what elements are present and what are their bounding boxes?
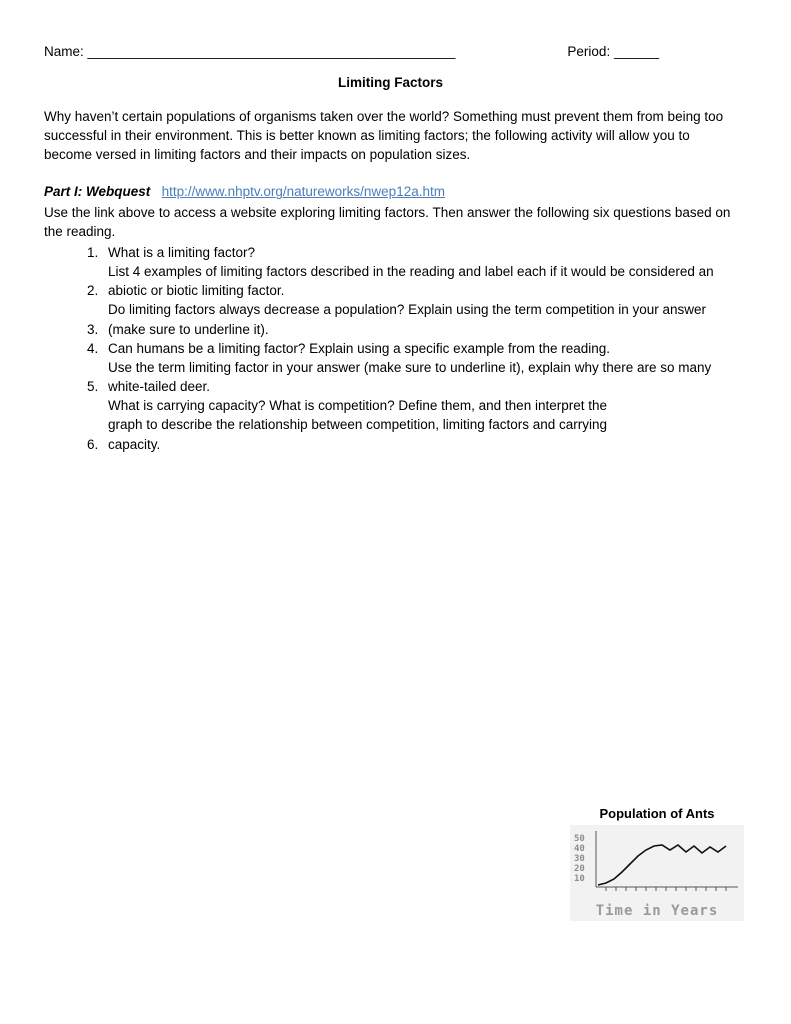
svg-text:30: 30: [574, 854, 585, 864]
question-text: Can humans be a limiting factor? Explain using a specific example from the reading.: [108, 340, 611, 356]
graph-caption: Population of Ants: [599, 806, 715, 821]
svg-text:50: 50: [574, 834, 585, 844]
list-item: [102, 262, 737, 300]
instructions-text: Use the link above to access a website exploring limiting factors. Then answer the following six questions based on the reading.: [44, 204, 731, 239]
list-item: [102, 358, 737, 396]
svg-text:10: 10: [574, 874, 585, 884]
question-text: What is a limiting factor?: [108, 244, 256, 260]
header: [44, 44, 737, 59]
webquest-link[interactable]: http://www.nhptv.org/natureworks/nwep12a.htm: [161, 184, 445, 200]
list-item: [102, 300, 737, 338]
question-text: Do limiting factors always decrease a population? Explain using the term competition in your answer (make sure to underline it).: [108, 302, 707, 337]
name-field[interactable]: Name: _________________________________________________: [44, 44, 456, 59]
graph-image: [570, 825, 744, 921]
graph-x-axis-label: Time in Years: [595, 903, 719, 919]
population-graph-block: [570, 806, 744, 921]
intro-paragraph: Why haven’t certain populations of organisms taken over the world? Something must prevent them from being too successful in their environment. This is better known as limiting factors; the following activity will allow you to become versed in limiting factors and their impacts on population sizes.: [44, 109, 724, 163]
list-item: [102, 339, 737, 358]
part-label: Part I: Webquest: [44, 184, 151, 200]
list-item: [102, 243, 737, 262]
svg-text:40: 40: [574, 844, 585, 854]
period-field[interactable]: Period: ______: [567, 44, 659, 59]
question-list: [44, 243, 737, 454]
svg-text:20: 20: [574, 864, 585, 874]
list-item: [102, 396, 737, 453]
part-heading: [44, 182, 737, 201]
question-text: Use the term limiting factor in your answer (make sure to underline it), explain why there are so many white-tailed deer.: [108, 359, 712, 395]
page-title: Limiting Factors: [337, 75, 443, 90]
question-text: What is carrying capacity? What is competition? Define them, and then interpret the graph to describe the relationship between competition, limiting factors and carrying capacity.: [108, 398, 608, 452]
question-text: List 4 examples of limiting factors described in the reading and label each if it would be considered an abiotic or biotic limiting factor.: [108, 264, 714, 299]
